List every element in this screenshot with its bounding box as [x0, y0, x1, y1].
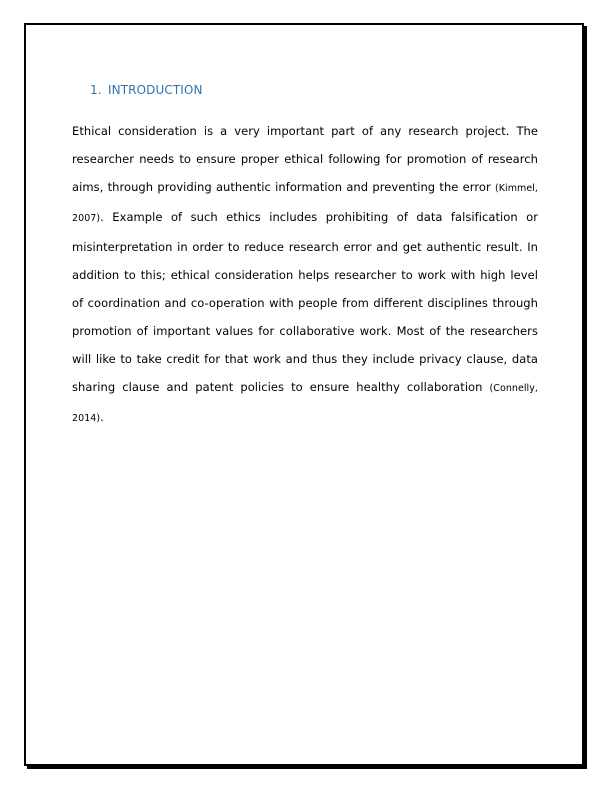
section-number: 1.: [90, 83, 102, 97]
citation-connelly: (Connelly, 2014): [72, 382, 538, 424]
introduction-paragraph: [72, 117, 538, 433]
paragraph-text-part1: Ethical consideration is a very important part of any research project. The researcher needs to ensure proper ethical following for promotion of research aims, through providing authentic information and preventing the error: [72, 123, 538, 194]
section-title: INTRODUCTION: [108, 83, 203, 97]
section-heading: [90, 83, 203, 97]
paragraph-text-part3: .: [100, 409, 104, 424]
paragraph-text-part2: . Example of such ethics includes prohibiting of data falsification or misinterpretation in order to reduce research error and get authentic result. In addition to this; ethical consideration helps researcher to work with high level of coordination and co-operation with people from different disciplines through promotion of important values for collaborative work. Most of the researchers will like to take credit for that work and thus they include privacy clause, data sharing clause and patent policies to ensure healthy collaboration: [72, 209, 538, 394]
citation-kimmel: (Kimmel, 2007): [72, 182, 538, 224]
